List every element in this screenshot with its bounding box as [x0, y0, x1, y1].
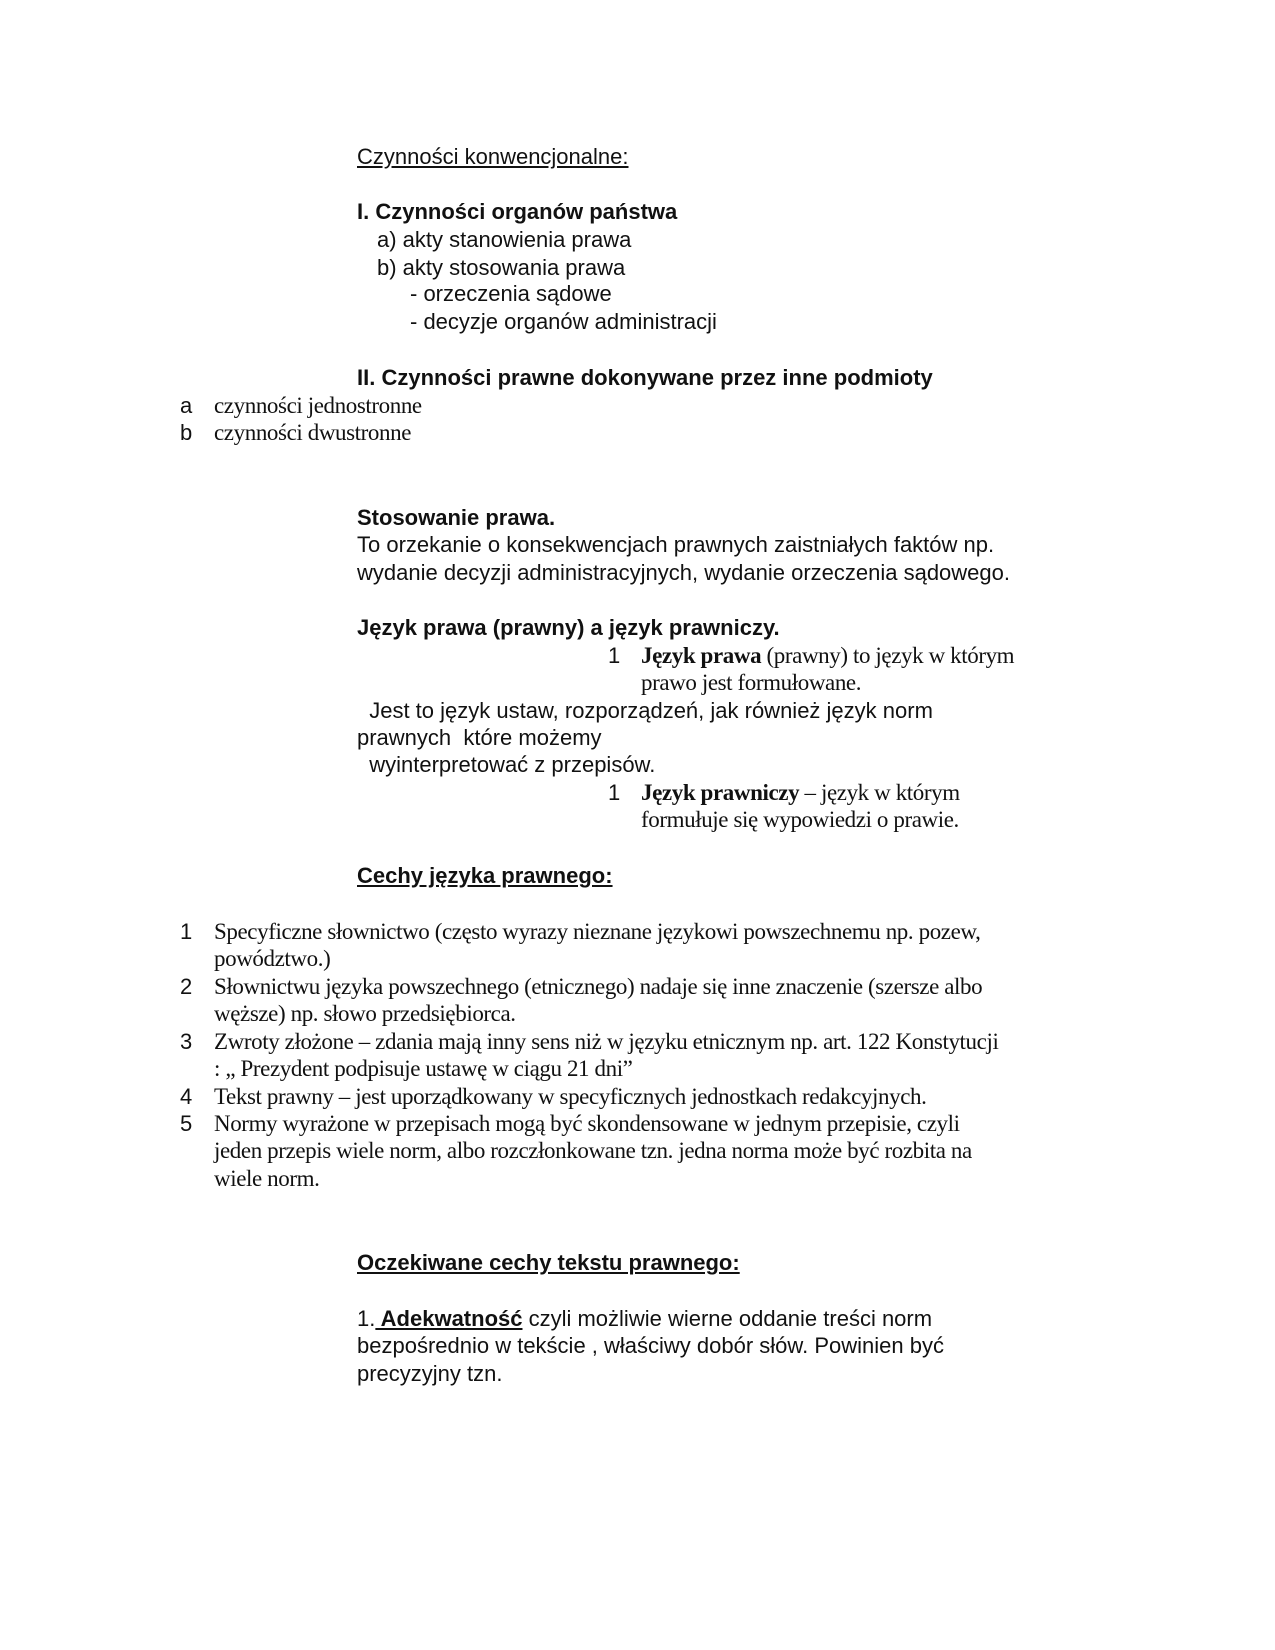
list-item-line: jeden przepis wiele norm, albo rozczłonkowane tzn. jedna norma może być rozbita na	[214, 1138, 972, 1163]
list-item-line: wiele norm.	[214, 1166, 320, 1191]
heading: II. Czynności prawne dokonywane przez inne podmioty	[357, 365, 933, 390]
list-marker: 3	[180, 1029, 193, 1054]
paragraph-line: Jest to język ustaw, rozporządzeń, jak również język norm	[357, 698, 933, 723]
sub-item: - decyzje organów administracji	[410, 309, 717, 334]
paragraph-line: wydanie decyzji administracyjnych, wydanie orzeczenia sądowego.	[357, 560, 1010, 585]
heading: Cechy języka prawnego:	[357, 863, 613, 888]
list-item-line: Specyficzne słownictwo (często wyrazy nieznane językowi powszechnemu np. pozew,	[214, 919, 981, 944]
heading: Język prawa (prawny) a język prawniczy.	[357, 615, 780, 640]
list-item-line: powództwo.)	[214, 946, 331, 971]
paragraph-line: precyzyjny tzn.	[357, 1361, 503, 1386]
paragraph-line: prawnych które możemy	[357, 725, 602, 750]
list-item: Język prawa (prawny) to język w którym	[641, 643, 1015, 668]
list-marker: a	[180, 393, 193, 418]
list-marker: 1	[180, 919, 193, 944]
paragraph-line: wyinterpretować z przepisów.	[357, 752, 656, 777]
list-item-line: Normy wyrażone w przepisach mogą być skondensowane w jednym przepisie, czyli	[214, 1111, 960, 1136]
heading: Oczekiwane cechy tekstu prawnego:	[357, 1250, 740, 1275]
list-marker: 1	[608, 643, 621, 668]
list-item-cont: formułuje się wypowiedzi o prawie.	[641, 807, 959, 832]
list-item: czynności dwustronne	[214, 420, 412, 445]
list-marker: b	[180, 420, 193, 445]
list-item: czynności jednostronne	[214, 393, 422, 418]
list-item: Język prawniczy – język w którym	[641, 780, 960, 805]
paragraph-line: To orzekanie o konsekwencjach prawnych zaistniałych faktów np.	[357, 532, 995, 557]
list-marker: 2	[180, 974, 193, 999]
list-item-line: węższe) np. słowo przedsiębiorca.	[214, 1001, 516, 1026]
paragraph-line: bezpośrednio w tekście , właściwy dobór słów. Powinien być	[357, 1333, 944, 1358]
list-marker: 1	[608, 780, 621, 805]
list-marker: 4	[180, 1084, 193, 1109]
list-item-line: Tekst prawny – jest uporządkowany w specyficznych jednostkach redakcyjnych.	[214, 1084, 927, 1109]
list-item: b) akty stosowania prawa	[377, 255, 626, 280]
list-item-line: Zwroty złożone – zdania mają inny sens niż w języku etnicznym np. art. 122 Konstytucji	[214, 1029, 999, 1054]
heading: I. Czynności organów państwa	[357, 199, 678, 224]
sub-item: - orzeczenia sądowe	[410, 281, 612, 306]
heading: Stosowanie prawa.	[357, 505, 556, 530]
paragraph-line: 1. Adekwatność czyli możliwie wierne oddanie treści norm	[357, 1306, 933, 1331]
list-item-line: : „ Prezydent podpisuje ustawę w ciągu 21 dni”	[214, 1056, 633, 1081]
section-title: Czynności konwencjonalne:	[357, 144, 629, 169]
list-item-cont: prawo jest formułowane.	[641, 670, 862, 695]
term: Adekwatność	[375, 1306, 523, 1331]
list-item: a) akty stanowienia prawa	[377, 227, 632, 252]
list-item-line: Słownictwu języka powszechnego (etnicznego) nadaje się inne znaczenie (szersze albo	[214, 974, 983, 999]
list-marker: 5	[180, 1111, 193, 1136]
